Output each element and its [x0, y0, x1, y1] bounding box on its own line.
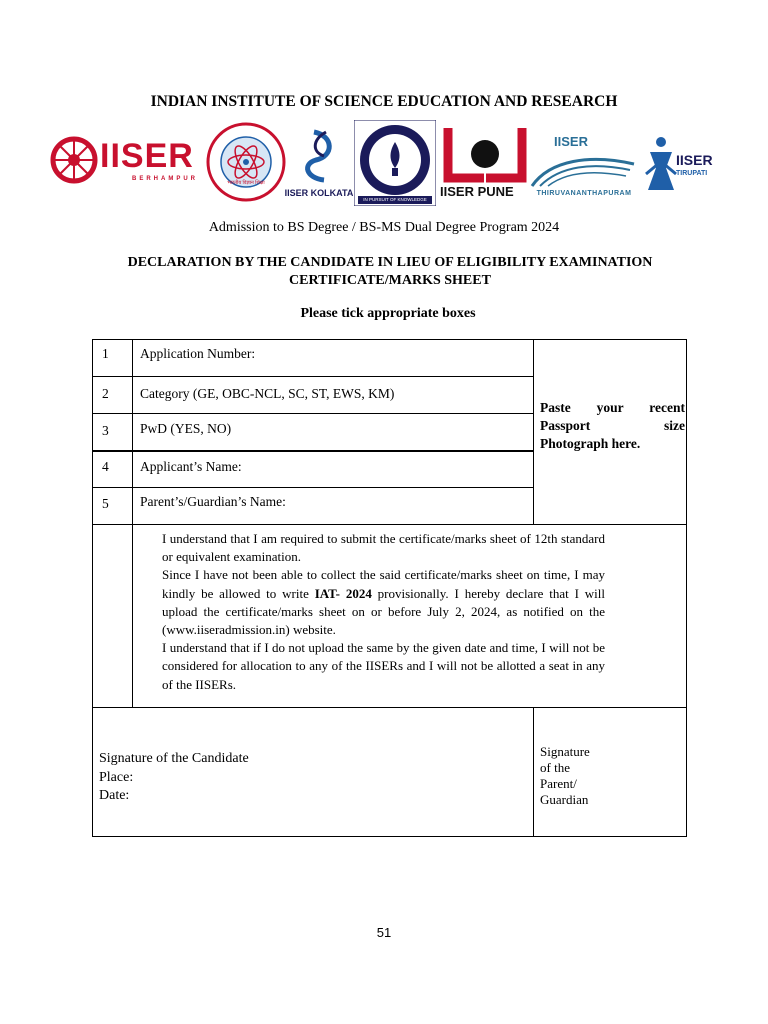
photo-text-line1: Paste your recent [540, 400, 685, 415]
application-number-label: Application Number: [140, 346, 256, 361]
tvm-logo-text: IISER [554, 134, 588, 149]
tvm-logo-subtext: THIRUVANANTHAPURAM [536, 190, 632, 197]
kolkata-emblem-icon [284, 126, 354, 186]
photo-text-line2: Passport size [540, 418, 685, 433]
photo-column-divider-top [533, 339, 534, 525]
iiser-pune-logo [440, 124, 530, 202]
row-divider-4 [92, 487, 534, 488]
wave-icon [530, 150, 638, 190]
signature-column-divider [533, 707, 534, 837]
berhampur-logo-text: IISER [100, 137, 194, 175]
declaration-heading [90, 254, 690, 290]
declaration-heading-line2: CERTIFICATE/MARKS SHEET [289, 273, 491, 288]
place-label: Place: [99, 769, 134, 785]
institute-logos [48, 120, 720, 206]
parent-signature-line3: Parent/ [540, 776, 577, 791]
table-border-bottom [92, 836, 687, 837]
page-number: 51 [376, 925, 392, 940]
row-divider-2 [92, 413, 534, 414]
parent-signature-line4: Guardian [540, 792, 589, 807]
pune-logo-text: IISER PUNE [440, 184, 514, 199]
atom-seal-icon [206, 122, 286, 202]
statement-p2-before: Since I have not been able to collect the said certificate/marks sheet on time, I may kindly be allowed to write [162, 567, 605, 601]
row-5-number: 5 [102, 496, 109, 511]
num-column-divider [132, 339, 133, 708]
table-border-top [92, 339, 687, 340]
table-border-right [686, 339, 687, 837]
kolkata-logo-text: IISER KOLKATA [284, 188, 354, 198]
row-4-number: 4 [102, 459, 109, 474]
bhopal-logo-text: भारतीय विज्ञान शिक्षा [227, 181, 265, 186]
berhampur-logo-subtext: BERHAMPUR [132, 176, 198, 182]
statement-paragraph-2 [162, 566, 605, 639]
mohali-logo-text: IN PURSUIT OF KNOWLEDGE [363, 197, 427, 202]
date-label: Date: [99, 788, 130, 803]
tirupati-emblem-icon [644, 134, 678, 196]
iiser-mohali-logo [354, 120, 436, 206]
row-divider-6 [92, 707, 687, 708]
parent-guardian-name-label: Parent’s/Guardian’s Name: [140, 494, 286, 509]
parent-signature-block [540, 744, 610, 808]
iiser-tvm-logo [530, 126, 638, 202]
row-1-number: 1 [102, 346, 109, 361]
row-3-number: 3 [102, 423, 109, 438]
row-divider-5 [92, 524, 687, 525]
iiser-bhopal-logo [206, 122, 286, 202]
pune-emblem-icon [440, 124, 530, 184]
statement-p2-bold: IAT- 2024 [314, 585, 372, 601]
row-divider-1 [92, 376, 534, 377]
document-title: INDIAN INSTITUTE OF SCIENCE EDUCATION AND RESEARCH [150, 93, 618, 110]
parent-signature-line1: Signature [540, 744, 590, 759]
row-divider-3 [92, 450, 534, 452]
candidate-signature-label: Signature of the Candidate [99, 751, 249, 766]
statement-p2-after: provisionally. I hereby declare that I will upload the certificate/marks sheet on or before July 2, 2024, as notified on the (www.iiseradmission.in) website. [162, 585, 606, 638]
photo-text-line3: Photograph here. [540, 436, 641, 451]
photo-placeholder-text [540, 399, 685, 453]
iiser-kolkata-logo [284, 126, 354, 202]
tirupati-logo-subtext: TIRUPATI [676, 170, 708, 177]
declaration-statement [162, 530, 605, 694]
instruction-text: Please tick appropriate boxes [300, 306, 476, 321]
program-subtitle: Admission to BS Degree / BS-MS Dual Degree Program 2024 [208, 220, 560, 235]
parent-signature-line2: of the [540, 760, 570, 775]
candidate-signature-block [99, 750, 249, 806]
table-border-left [92, 339, 93, 837]
iiser-tirupati-logo [644, 134, 720, 196]
tirupati-logo-text: IISER [676, 152, 713, 168]
pwd-label: PwD (YES, NO) [140, 421, 232, 436]
declaration-heading-line1: DECLARATION BY THE CANDIDATE IN LIEU OF ELIGIBILITY EXAMINATION [127, 255, 653, 270]
row-2-number: 2 [102, 386, 109, 401]
mohali-seal-icon [354, 120, 436, 206]
statement-paragraph-3: I understand that if I do not upload the same by the given date and time, I will not be considered for allocation to any of the IISERs and I will not be allotted a seat in any of the IISERs. [162, 640, 605, 692]
category-label: Category (GE, OBC-NCL, SC, ST, EWS, KM) [140, 386, 395, 401]
statement-paragraph-1: I understand that I am required to submit the certificate/marks sheet of 12th standard or equivalent examination. [162, 531, 605, 565]
applicant-name-label: Applicant’s Name: [140, 459, 242, 474]
iiser-berhampur-logo [50, 134, 208, 190]
